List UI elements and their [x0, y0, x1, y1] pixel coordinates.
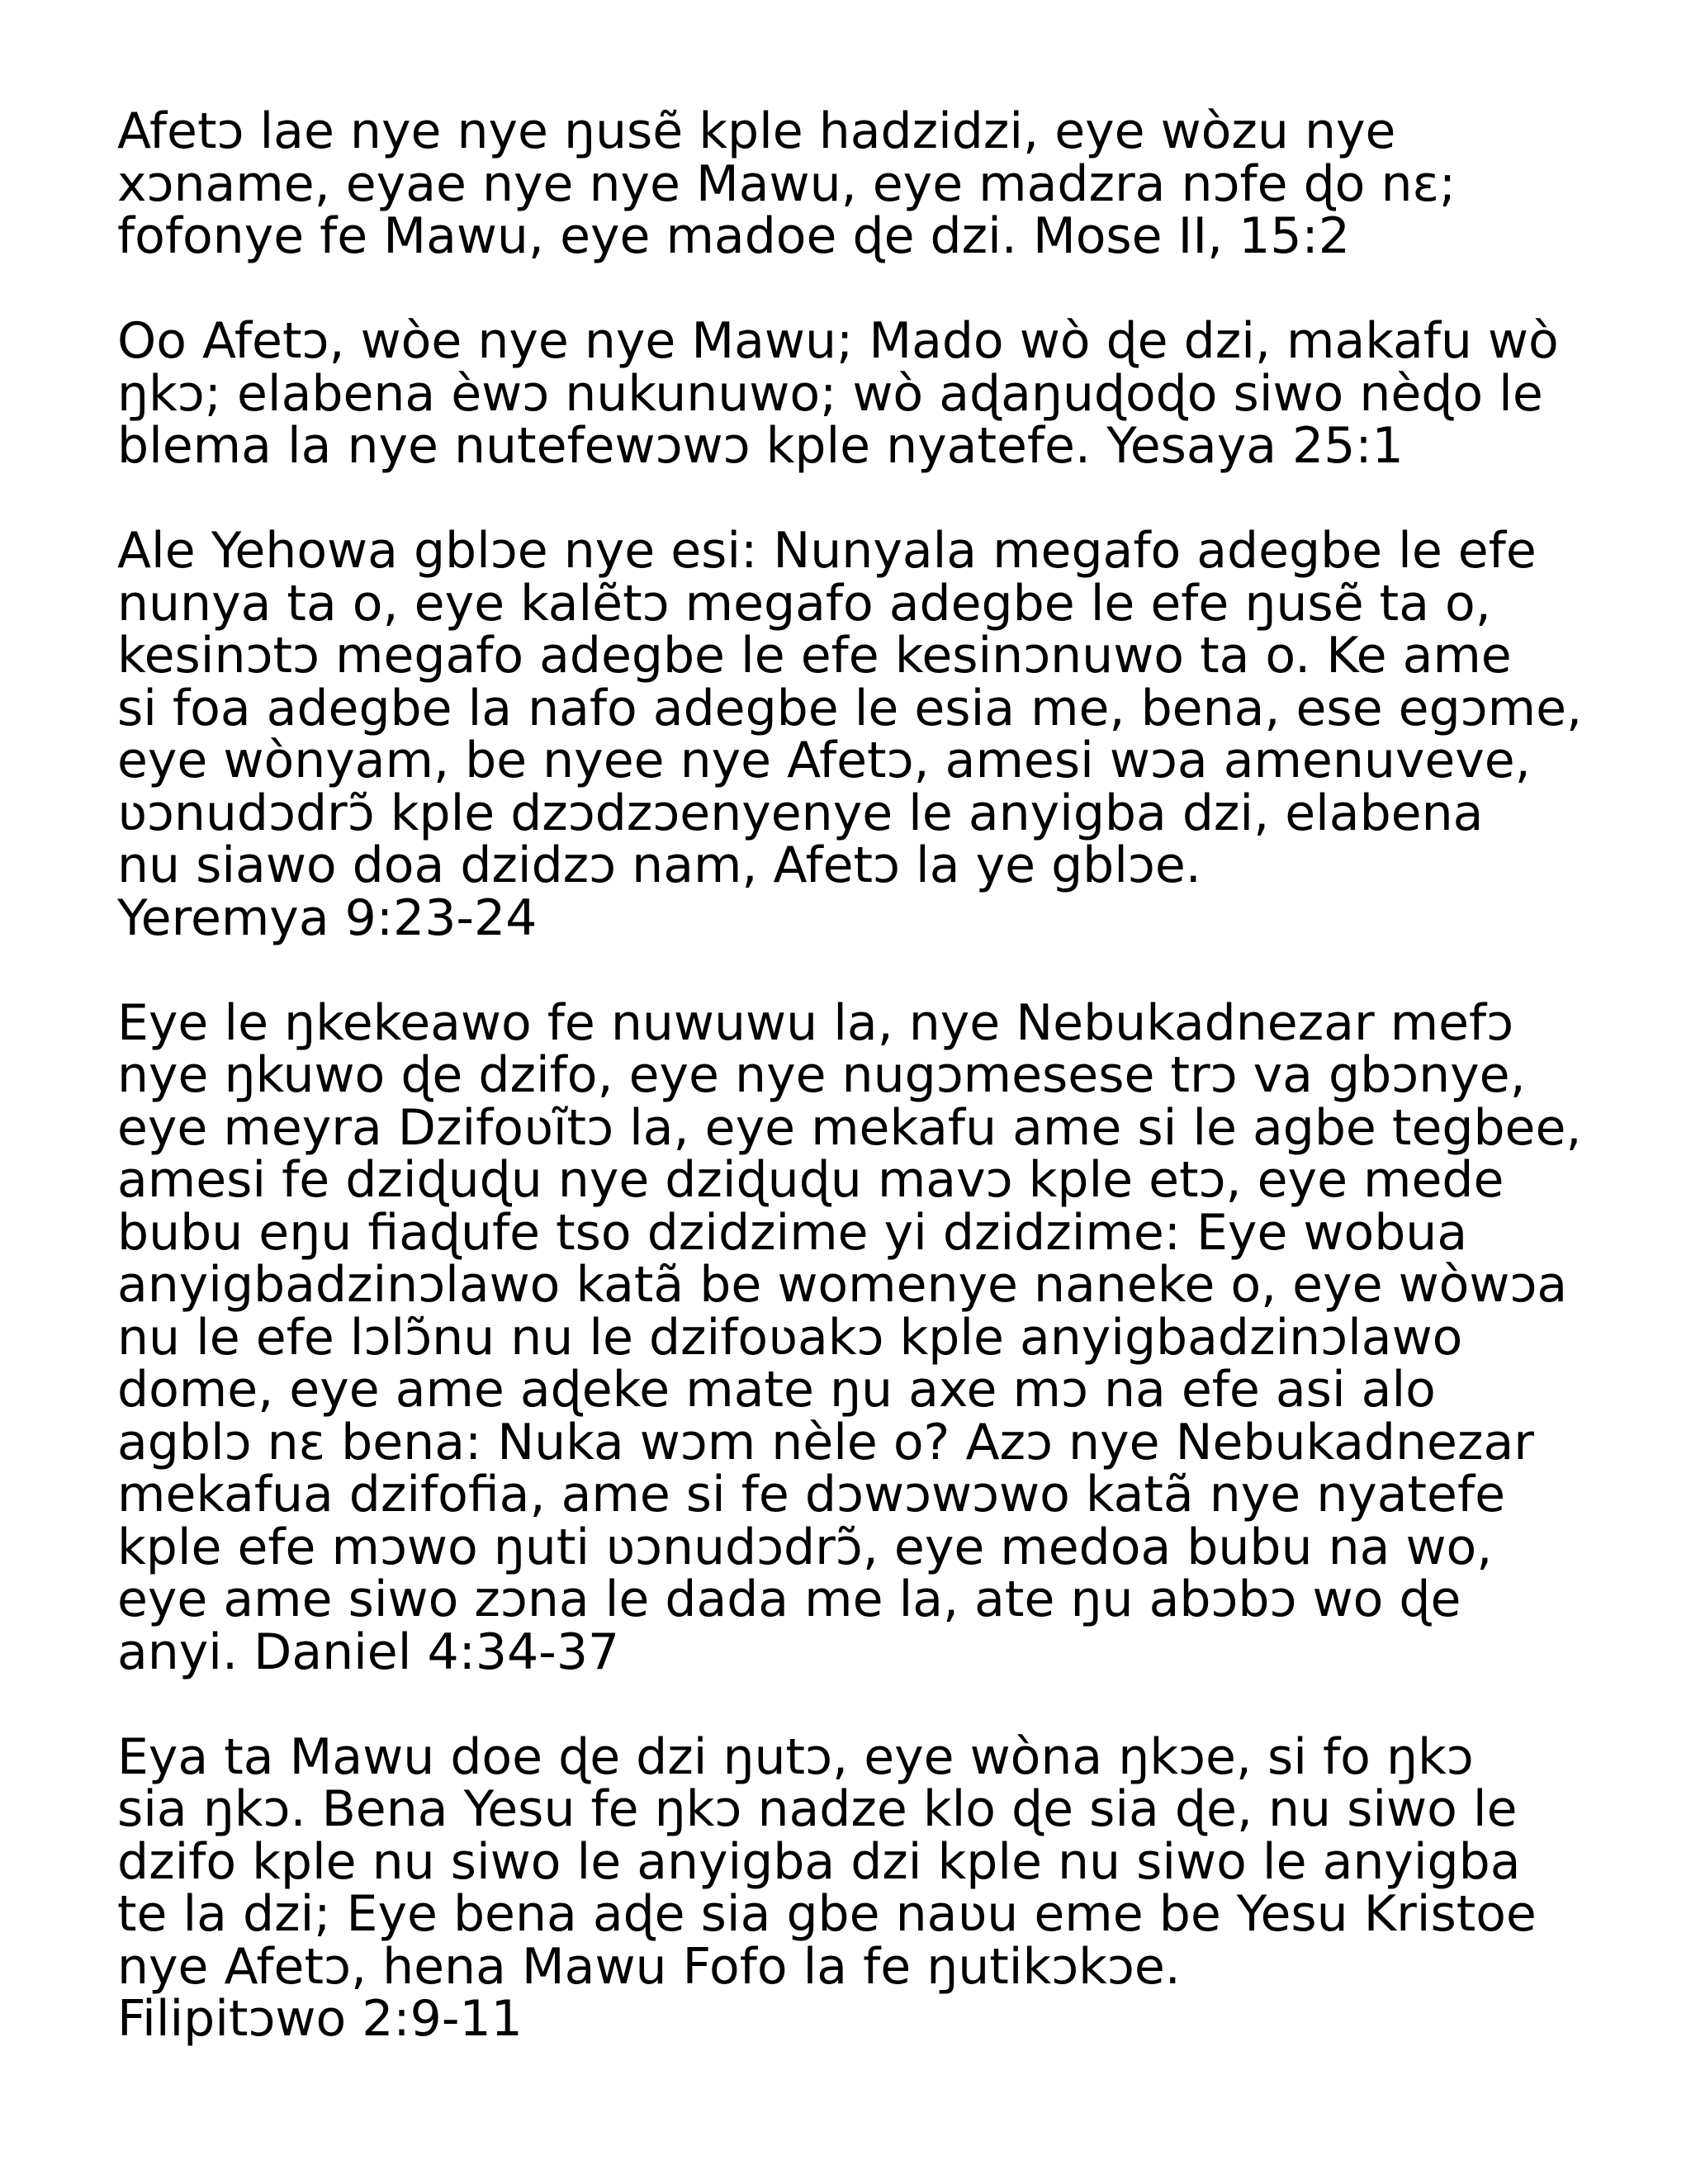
document-page: [117, 102, 1603, 2048]
paragraph-filipitowo: Eya ta Mawu doe ɖe dzi ŋutɔ, eye wòna ŋkɔe, si fo ŋkɔ sia ŋkɔ. Bena Yesu fe ŋkɔ nadze klo ɖe sia ɖe, nu siwo le dzifo kple nu siwo le anyigba dzi kple nu siwo le anyigba te la dzi; Eye bena aɖe sia gbe naʋu eme be Yesu Kristoe nye Afetɔ, hena Mawu Fofo la fe ŋutikɔkɔe. Filipitɔwo 2:9-11: [117, 1727, 1537, 2048]
paragraph-yesaya: Oo Afetɔ, wòe nye nye Mawu; Mado wò ɖe dzi, makafu wò ŋkɔ; elabena èwɔ nukunuwo; wò aɖaŋuɖoɖo siwo nèɖo le blema la nye nutefewɔwɔ kple nyatefe. Yesaya 25:1: [117, 312, 1559, 475]
paragraph-mose: Afetɔ lae nye nye ŋusẽ kple hadzidzi, eye wòzu nye xɔname, eyae nye nye Mawu, eye madzra nɔfe ɖo nɛ; fofonye fe Mawu, eye madoe ɖe dzi. Mose II, 15:2: [117, 102, 1457, 265]
paragraph-daniel: Eye le ŋkekeawo fe nuwuwu la, nye Nebukadnezar mefɔ nye ŋkuwo ɖe dzifo, eye nye nugɔmesese trɔ va gbɔnye, eye meyra Dzifoʋĩtɔ la, eye mekafu ame si le agbe tegbee, amesi fe dziɖuɖu nye dziɖuɖu mavɔ kple etɔ, eye mede bubu eŋu fiaɖufe tso dzidzime yi dzidzime: Eye wobua anyigbadzinɔlawo katã be womenye naneke o, eye wòwɔa nu le efe lɔlɔ̃nu nu le dzifoʋakɔ kple anyigbadzinɔlawo dome, eye ame aɖeke mate ŋu axe mɔ na efe asi alo agblɔ nɛ bena: Nuka wɔm nèle o? Azɔ nye Nebukadnezar mekafua dzifofia, ame si fe dɔwɔwɔwo katã nye nyatefe kple efe mɔwo ŋuti ʋɔnudɔdrɔ̃, eye medoa bubu na wo, eye ame siwo zɔna le dada me la, ate ŋu abɔbɔ wo ɖe anyi. Daniel 4:34-37: [117, 993, 1582, 1681]
paragraph-yeremya: Ale Yehowa gblɔe nye esi: Nunyala megafo adegbe le efe nunya ta o, eye kalẽtɔ megafo adegbe le efe ŋusẽ ta o, kesinɔtɔ megafo adegbe le efe kesinɔnuwo ta o. Ke ame si foa adegbe la nafo adegbe le esia me, bena, ese egɔme, eye wònyam, be nyee nye Afetɔ, amesi wɔa amenuveve, ʋɔnudɔdrɔ̃ kple dzɔdzɔenyenye le anyigba dzi, elabena nu siawo doa dzidzɔ nam, Afetɔ la ye gblɔe. Yeremya 9:23-24: [117, 522, 1583, 947]
